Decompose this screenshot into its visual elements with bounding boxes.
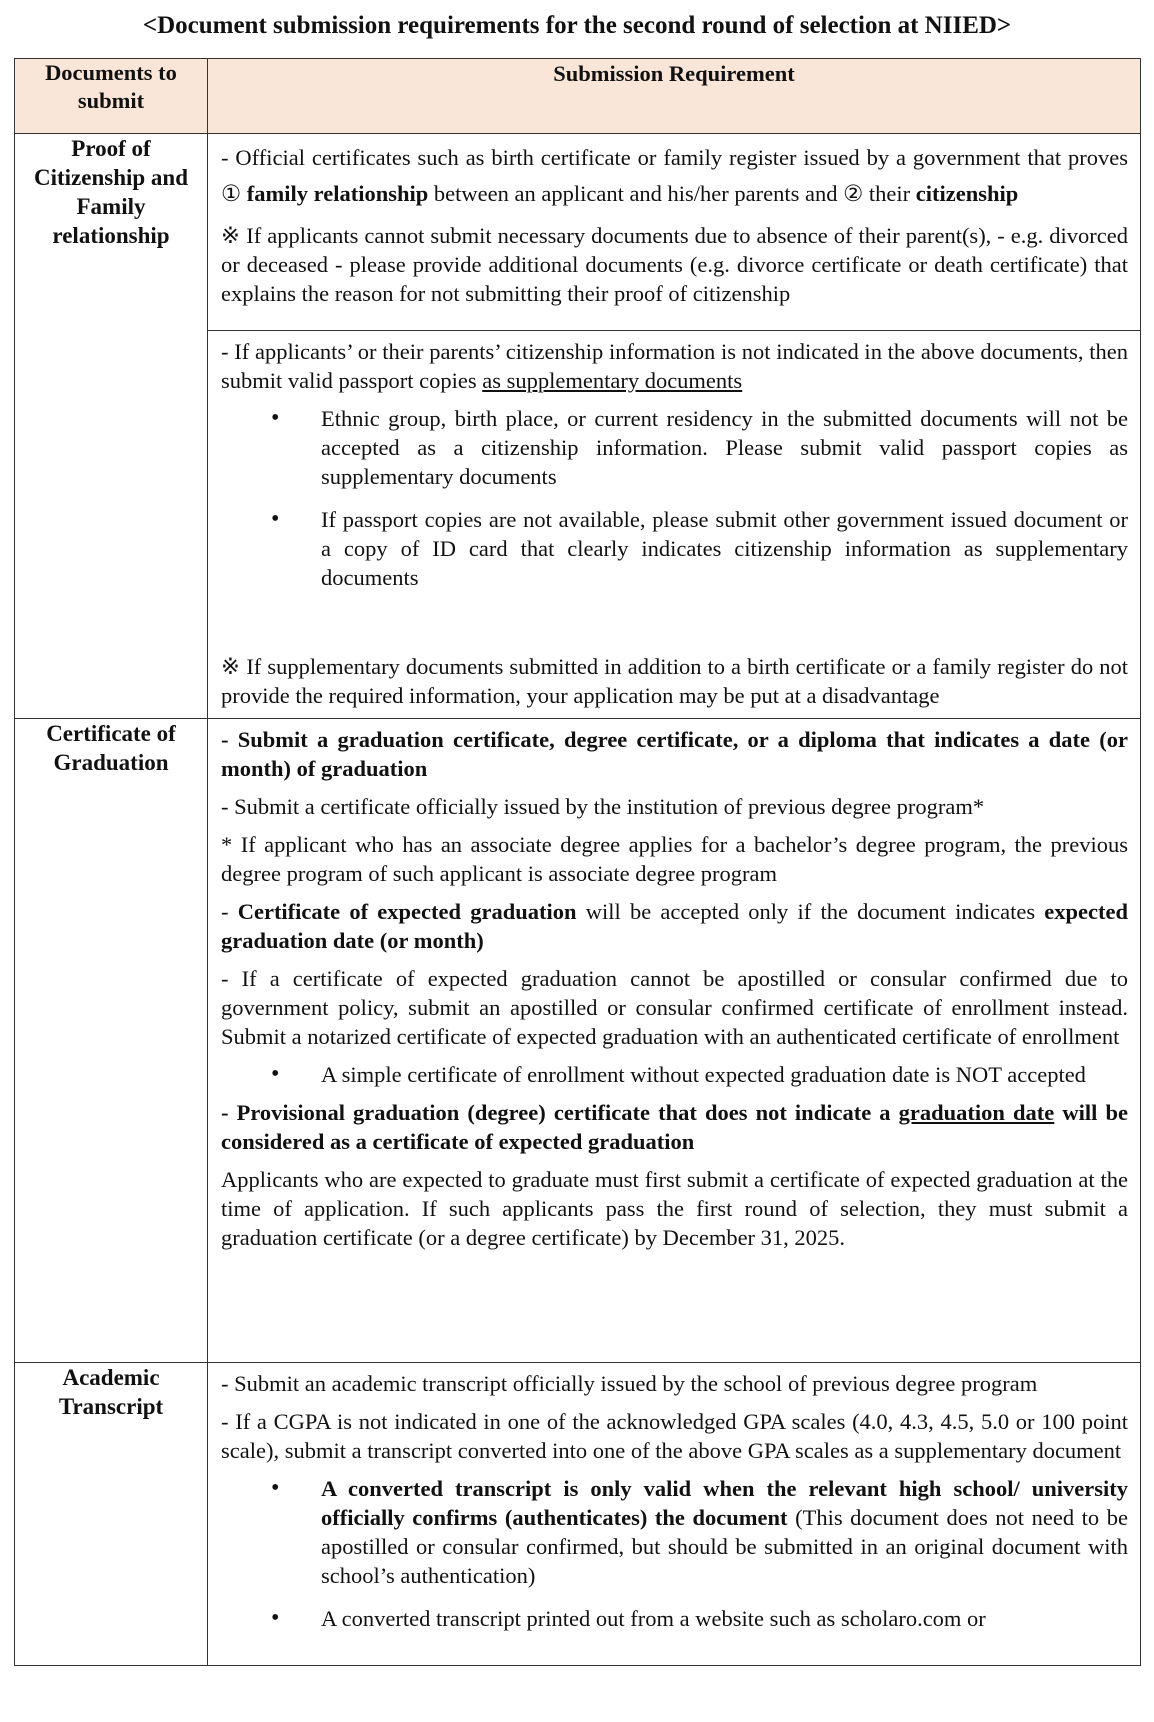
underlined-supplementary: as supplementary documents (482, 368, 743, 393)
graduation-bullet-list (221, 1060, 1128, 1089)
transcript-p2: - If a CGPA is not indicated in one of the acknowledged GPA scales (4.0, 4.3, 4.5, 5.0 or 100 point scale), submit a transcript converted into one of the above GPA scales as a supplementary document (221, 1409, 1128, 1463)
requirements-table (14, 58, 1141, 1666)
bold-citizenship: citizenship (915, 181, 1019, 206)
list-item: • A simple certificate of enrollment without expected graduation date is NOT accepted (321, 1060, 1128, 1089)
citizenship-note-absence: ※ If applicants cannot submit necessary documents due to absence of their parent(s), - e.g. divorced or deceased - please provide additional documents (e.g. divorce certificate or death certificate) that explains the reason for not submitting their proof of citizenship (221, 223, 1128, 306)
list-item (321, 1474, 1128, 1590)
text-span: will be considered as a certificate of expected graduation (221, 1100, 1128, 1154)
table-row-citizenship (15, 134, 1141, 331)
transcript-p1: - Submit an academic transcript officially issued by the school of previous degree program (221, 1371, 1038, 1396)
list-item: • Ethnic group, birth place, or current residency in the submitted documents will not be accepted as a citizenship information. Please submit valid passport copies as supplementary documents (321, 404, 1128, 491)
graduation-p5: - If a certificate of expected graduation cannot be apostilled or consular confirmed due to government policy, submit an apostilled or consular confirmed certificate of enrollment instead. Submit a notarized certificate of expected graduation with an authenticated certificate of enrollment (221, 966, 1128, 1049)
circled-number-1: ① (221, 181, 242, 206)
bold-text: - Submit a graduation certificate, degree certificate, or a diploma that indicates a date (or month) of graduation (221, 727, 1128, 781)
table-row-graduation (15, 719, 1141, 1363)
row-label-transcript: Academic Transcript (15, 1363, 208, 1666)
table-header-row (15, 59, 1141, 134)
bold-text: Certificate of expected graduation (237, 899, 577, 924)
citizenship-official-text (221, 140, 1128, 212)
text-span: will be accepted only if the document indicates (576, 899, 1045, 924)
citizenship-official-cell (208, 134, 1141, 331)
citizenship-bullet-list (221, 404, 1128, 592)
header-requirement: Submission Requirement (208, 59, 1141, 134)
table-row-transcript (15, 1363, 1141, 1666)
row-label-graduation: Certificate of Graduation (15, 719, 208, 1363)
citizenship-supplementary-cell (208, 331, 1141, 719)
citizenship-note-disadvantage: ※ If supplementary documents submitted in addition to a birth certificate or a family register do not provide the required information, your application may be put at a disadvantage (221, 654, 1128, 708)
transcript-bullet-list (221, 1474, 1128, 1633)
text-span: - (221, 899, 238, 924)
bold-family-relationship: family relationship (246, 181, 429, 206)
bold-text: expected graduation date (or month) (221, 899, 1129, 953)
graduation-p1 (221, 725, 1128, 783)
underlined-graduation-date: graduation date (898, 1100, 1055, 1125)
list-item: • If passport copies are not available, please submit other government issued document or a copy of ID card that clearly indicates citizenship information as supplementary documents (321, 505, 1128, 592)
row-label-citizenship: Proof of Citizenship and Family relationship (15, 134, 208, 719)
citizenship-passport-text (221, 337, 1128, 395)
graduation-p4 (221, 897, 1128, 955)
graduation-p7: Applicants who are expected to graduate must first submit a certificate of expected graduation at the time of application. If such applicants pass the first round of selection, they must submit a graduation certificate (or a degree certificate) by December 31, 2025. (221, 1167, 1128, 1250)
text-span: their (863, 181, 916, 206)
text-span: (This document does not need to be apostilled or consular confirmed, but should be submitted in an original document with school’s authentication) (321, 1505, 1128, 1588)
text-span: - Provisional graduation (degree) certificate that does not indicate a (221, 1100, 899, 1125)
list-item: • A converted transcript printed out from a website such as scholaro.com or (321, 1604, 1128, 1633)
graduation-cell (208, 719, 1141, 1363)
circled-number-2: ② (843, 181, 864, 206)
spacer (221, 606, 1128, 652)
header-documents: Documents to submit (15, 59, 208, 134)
page-title: <Document submission requirements for the second round of selection at NIIED> (142, 12, 1012, 39)
graduation-p2: - Submit a certificate officially issued by the institution of previous degree program* (221, 794, 985, 819)
transcript-cell (208, 1363, 1141, 1666)
bold-text: A converted transcript is only valid when the relevant high school/ university officially confirms (authenticates) the document (321, 1476, 1128, 1530)
text-span: - If applicants’ or their parents’ citizenship information is not indicated in the above documents, then submit valid passport copies (221, 339, 1128, 393)
graduation-p3: * If applicant who has an associate degree applies for a bachelor’s degree program, the previous degree program of such applicant is associate degree program (221, 832, 1128, 886)
graduation-p6 (221, 1098, 1128, 1156)
bold-text (221, 1100, 1128, 1154)
text-span: - Official certificates such as birth certificate or family register issued by a government that proves (221, 145, 1128, 170)
text-span: between an applicant and his/her parents and (428, 181, 844, 206)
